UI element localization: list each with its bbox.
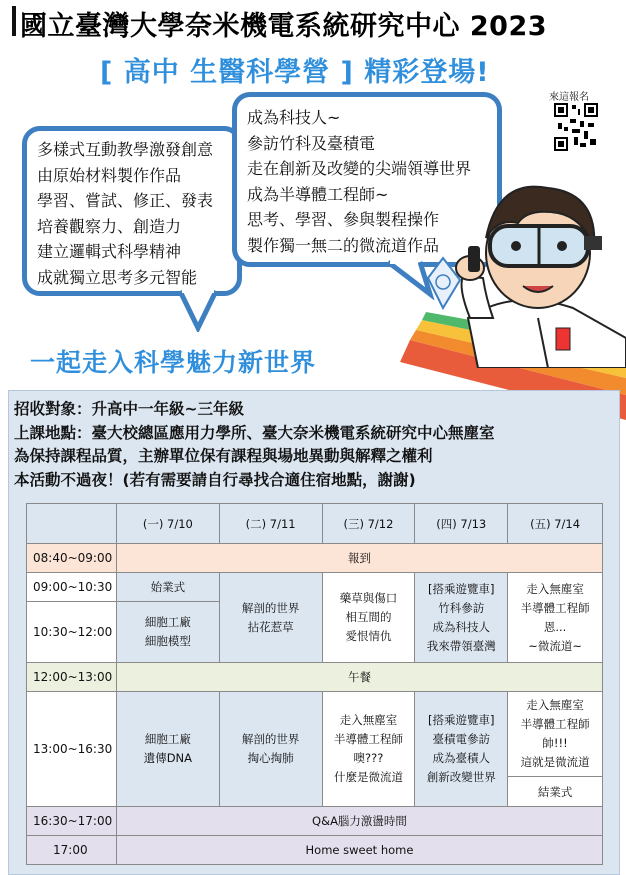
mon-pm-cell [116, 692, 219, 807]
bubble-left-line: 建立邏輯式科學精神 [37, 242, 182, 261]
cell-line: 臺積電參訪 [432, 732, 490, 746]
table-row [27, 836, 603, 865]
bubble-right-line: 成為半導體工程師~ [247, 184, 389, 204]
cell-line: 我來帶領臺灣 [426, 638, 496, 653]
cell-line: 恩... [543, 619, 567, 634]
lunch-cell: 午餐 [116, 663, 602, 692]
cell-line: 帥!!! [542, 736, 568, 750]
table-header-day: (四) 7/13 [415, 504, 508, 544]
cell-line: 解剖的世界 [241, 732, 300, 746]
mon-am-cell [116, 602, 219, 663]
bubble-right-line: 參訪竹科及臺積電 [247, 133, 376, 153]
qr-code-icon[interactable] [554, 103, 598, 151]
cell-line: 愛恨情仇 [345, 629, 392, 643]
opening-ceremony-cell: 始業式 [116, 573, 219, 602]
cell-line: ~微流道~ [528, 638, 582, 653]
table-row [27, 663, 603, 692]
table-header-day: (一) 7/10 [116, 504, 219, 544]
cell-line: 走入無塵室 [526, 581, 584, 596]
time-cell: 09:00~10:30 [27, 573, 117, 602]
table-header-day: (五) 7/14 [508, 504, 603, 544]
cell-line: 創新改變世界 [426, 770, 496, 784]
info-location: 上課地點：臺大校總區應用力學所、臺大奈米機電系統研究中心無塵室 [14, 423, 495, 442]
cell-line: 這就是微流道 [520, 755, 590, 769]
cell-line: 走入無塵室 [339, 713, 398, 727]
bubble-left-tail [176, 288, 226, 332]
cell-line: [搭乘遊覽車] [428, 581, 495, 596]
slogan: 一起走入科學魅力新世界 [30, 348, 317, 377]
home-cell: Home sweet home [116, 836, 602, 865]
thu-am-cell [415, 573, 508, 663]
cell-line: 細胞工廠 [144, 732, 191, 746]
bubble-right-line: 走在創新及改變的尖端領導世界 [247, 159, 472, 178]
bubble-left-line: 多樣式互動教學激發創意 [37, 140, 214, 159]
tue-am-cell [219, 573, 322, 663]
cell-line: 藥草與傷口 [339, 591, 398, 605]
cell-line: 半導體工程師 [333, 732, 403, 746]
bubble-right-line: 思考、學習、參與製程操作 [247, 210, 440, 229]
info-notice: 為保持課程品質，主辦單位保有課程與場地異動與解釋之權利 [14, 447, 433, 465]
bubble-left-line: 培養觀察力、創造力 [37, 216, 182, 236]
time-cell: 13:00~16:30 [27, 692, 117, 807]
bubble-left-line: 由原始材料製作作品 [37, 165, 182, 185]
page-subtitle: [ 高中 生醫科學營 ] 精彩登場! [100, 57, 490, 88]
cell-line: 解剖的世界 [241, 600, 300, 615]
table-row [27, 544, 603, 573]
cell-line: 半導體工程師 [520, 717, 590, 731]
table-row [27, 573, 603, 602]
cell-line: 什麼是微流道 [333, 770, 403, 784]
wed-pm-cell [322, 692, 415, 807]
time-cell: 16:30~17:00 [27, 807, 117, 836]
fri-am-cell [508, 573, 603, 663]
cell-line: 走入無塵室 [526, 698, 584, 712]
qr-label: 來這報名 [549, 92, 589, 103]
table-row [27, 692, 603, 777]
time-cell: 17:00 [27, 836, 117, 865]
cell-line: 半導體工程師 [520, 600, 590, 615]
cell-line: 竹科參訪 [438, 600, 485, 615]
fri-pm-cell [508, 692, 603, 777]
cell-line: 成為臺積人 [432, 751, 490, 765]
table-header-row [27, 504, 603, 544]
table-row [27, 807, 603, 836]
table-header-day: (二) 7/11 [219, 504, 322, 544]
thu-pm-cell [415, 692, 508, 807]
bubble-right-line: 成為科技人~ [247, 108, 341, 127]
cell-line: 相互間的 [345, 610, 392, 624]
checkin-cell: 報到 [116, 544, 602, 573]
bubble-left-line: 成就獨立思考多元智能 [37, 267, 198, 287]
info-target: 招收對象：升高中一年級~三年級 [14, 400, 244, 418]
wed-am-cell [322, 573, 415, 663]
cell-line: 細胞工廠 [144, 615, 191, 629]
table-header-day: (三) 7/12 [322, 504, 415, 544]
qa-cell: Q&A腦力激盪時間 [116, 807, 602, 836]
closing-ceremony-cell: 結業式 [508, 777, 603, 807]
schedule-table [26, 503, 603, 865]
time-cell: 08:40~09:00 [27, 544, 117, 573]
bubble-left [22, 126, 242, 296]
cell-line: 細胞模型 [144, 634, 191, 648]
cell-line: 噢??? [353, 751, 384, 765]
bubble-left-line: 學習、嘗試、修正、發表 [37, 191, 214, 210]
cell-line: [搭乘遊覽車] [428, 713, 495, 727]
page-title: 國立臺灣大學奈米機電系統研究中心 2023 [20, 11, 548, 42]
cell-line: 成為科技人 [432, 619, 490, 634]
tue-pm-cell [219, 692, 322, 807]
table-header-corner [27, 504, 117, 544]
scientist-illustration [398, 168, 626, 368]
cell-line: 拈花惹草 [247, 619, 294, 634]
time-cell: 12:00~13:00 [27, 663, 117, 692]
info-block [14, 398, 495, 492]
cell-line: 遺傳DNA [143, 751, 193, 765]
bubble-right-line: 製作獨一無二的微流道作品 [247, 235, 440, 255]
info-no-overnight: 本活動不過夜！(若有需要請自行尋找合適住宿地點，謝謝) [14, 470, 416, 489]
title-bar [12, 6, 16, 36]
cell-line: 掏心掏肺 [247, 751, 294, 765]
time-cell: 10:30~12:00 [27, 602, 117, 663]
